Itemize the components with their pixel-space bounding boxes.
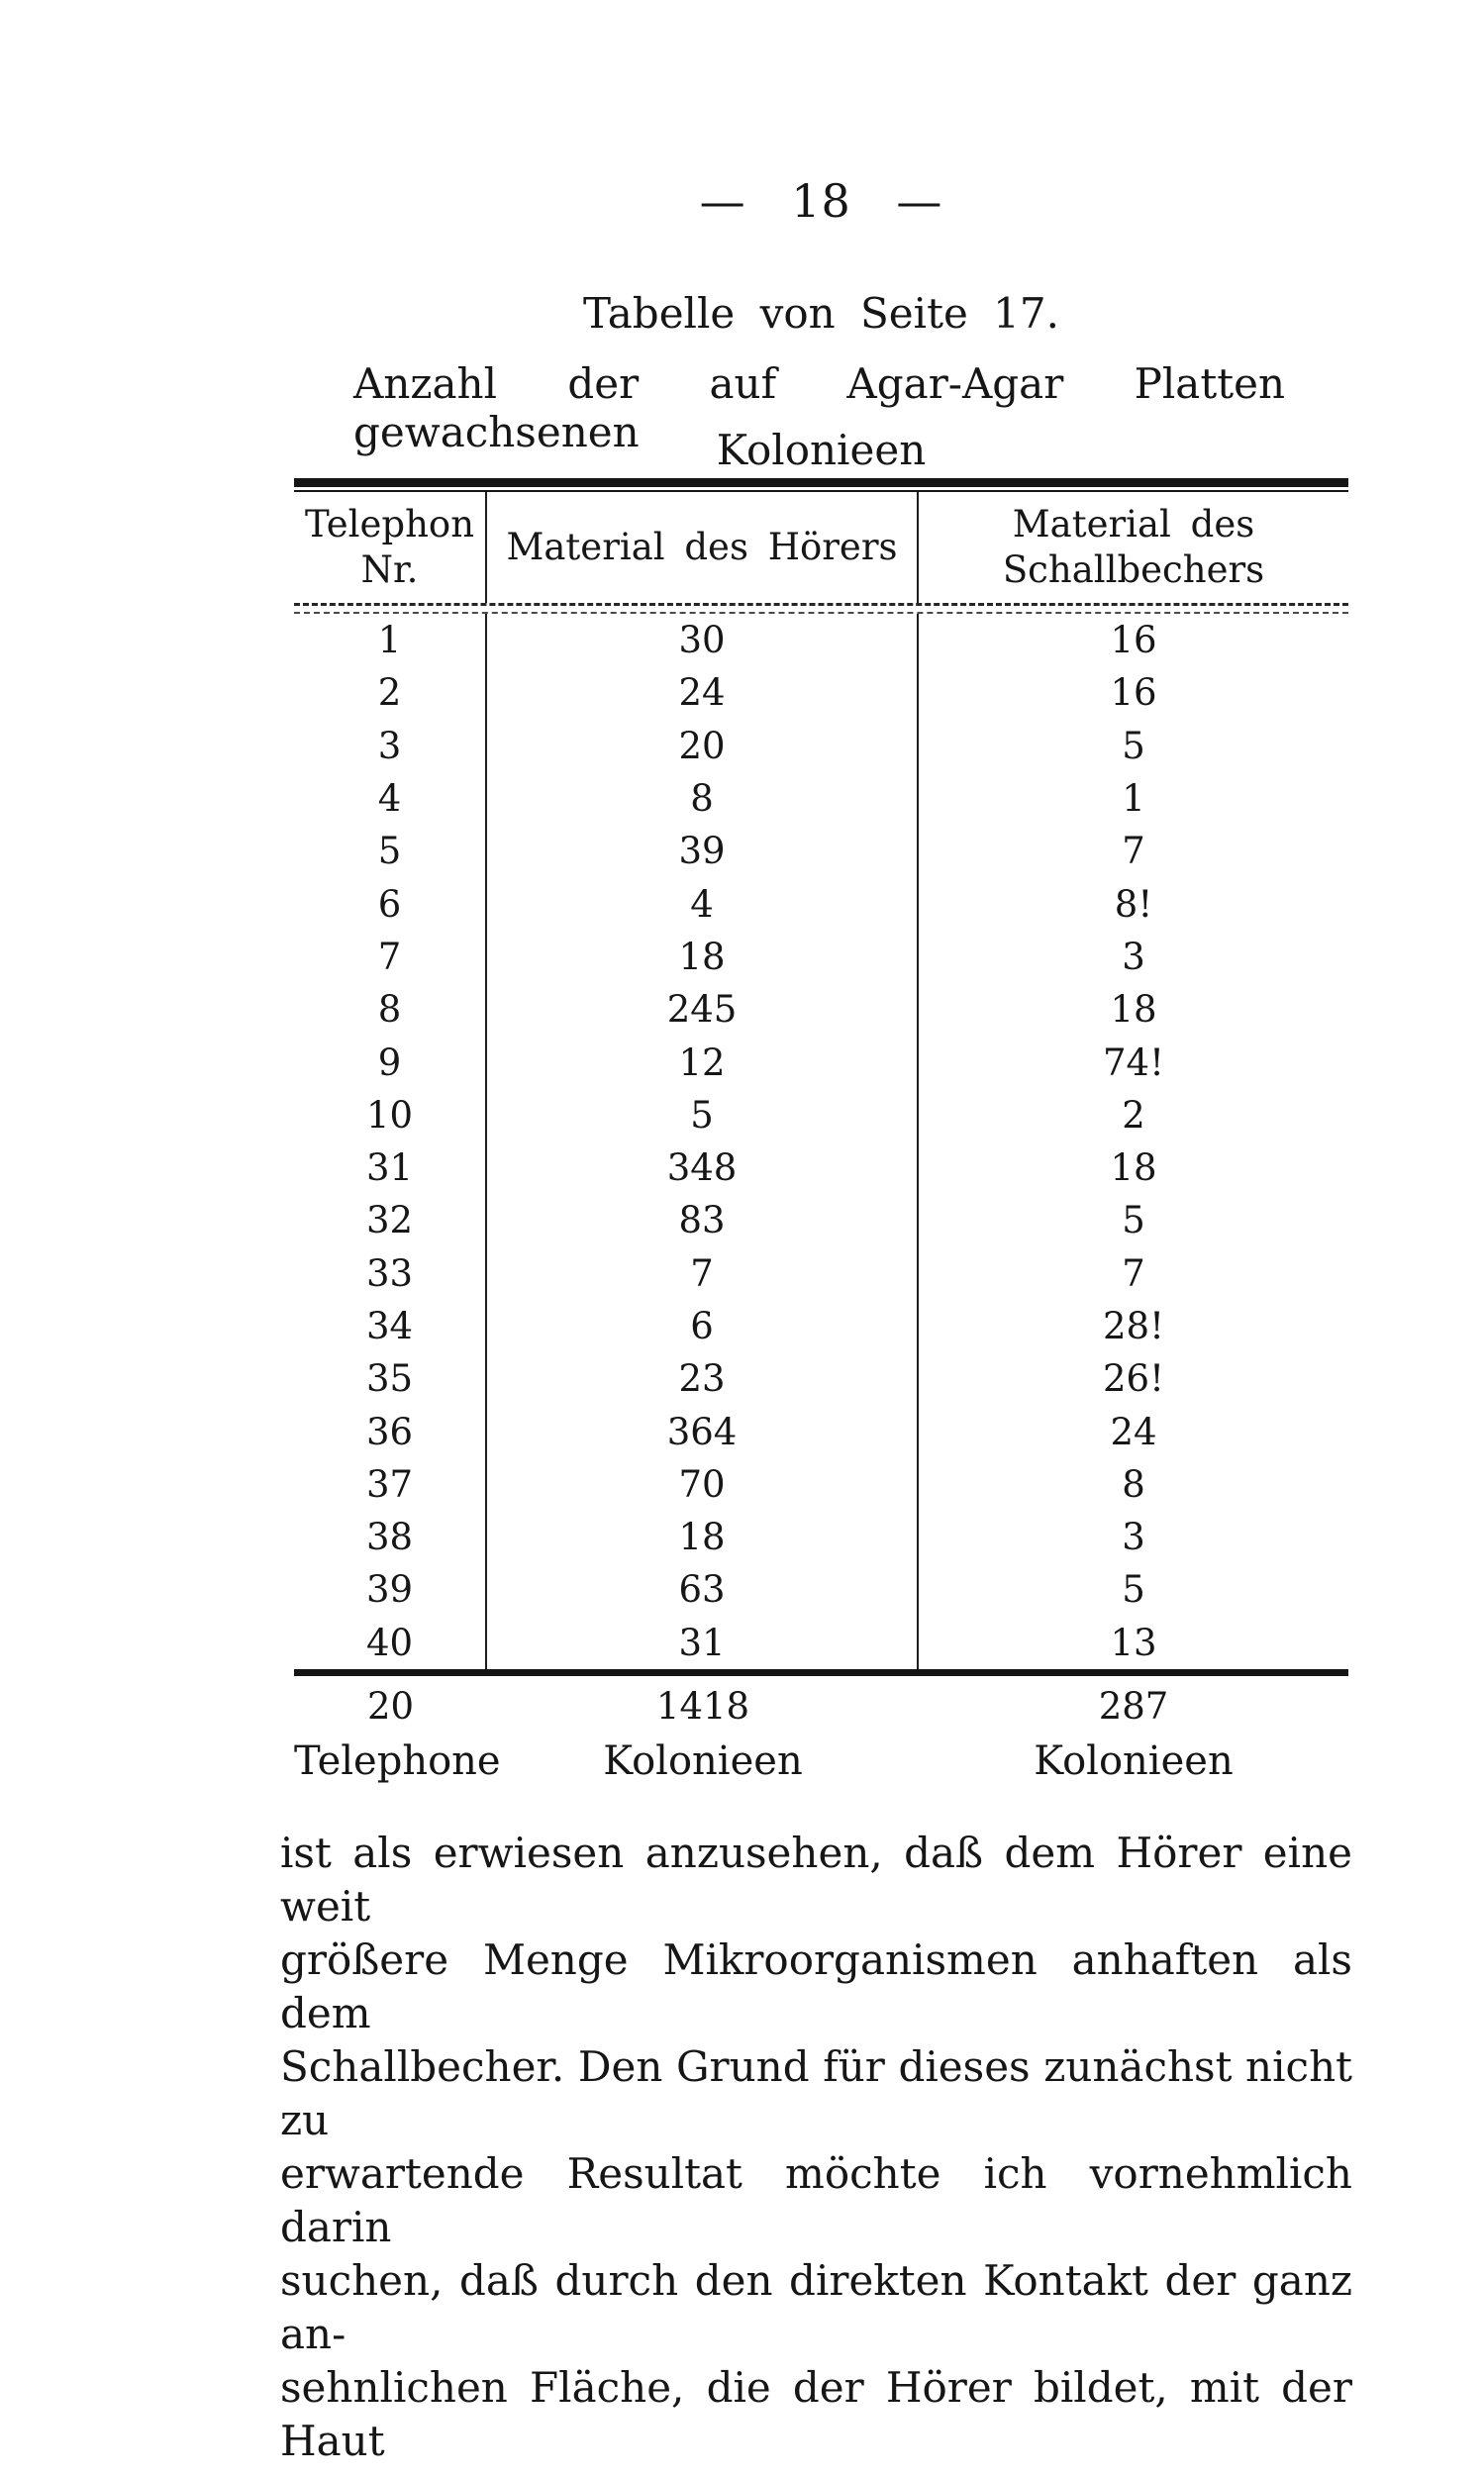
column-header-schallbecher-line1: Material des [1012,503,1255,545]
table-cell: 3 [1122,935,1145,978]
column-header-schallbecher-line2: Schallbechers [1002,548,1265,591]
table-row [294,1036,1348,1088]
table-cell: 7 [1122,830,1145,873]
table-cell: 9 [294,1036,487,1088]
table-cell: 38 [294,1511,487,1563]
table-cell: 39 [294,1563,487,1616]
table-row [294,1617,1348,1669]
table-row [294,772,1348,825]
colonies-table [294,478,1348,1786]
paragraph-line: größere Menge Mikroorganismen anhaften als dem [280,1935,1352,2037]
column-header-hoerer [487,492,919,603]
table-cell: 8 [1122,1462,1145,1506]
table-cell: 7 [487,1247,919,1300]
table-row [294,1563,1348,1616]
table-row [294,825,1348,877]
table-cell: 83 [487,1194,919,1246]
total-hoerer-colonies-label: Kolonieen [603,1737,803,1784]
table-title: Tabelle von Seite 17. [583,289,1059,338]
table-cell: 39 [487,825,919,877]
table-cell: 12 [487,1036,919,1088]
table-cell: 5 [1122,1568,1145,1612]
paragraph-line: erwartende Resultat möchte ich vornehmlich darin [280,2149,1352,2251]
table-cell: 32 [294,1194,487,1246]
column-header-telephon-line1: Telephon [304,503,475,545]
table-cell: 5 [487,1089,919,1141]
totals-values-row [294,1683,1348,1731]
table-header-row [294,492,1348,603]
table-cell: 6 [487,1300,919,1352]
table-row [294,614,1348,666]
table-cell: 348 [487,1141,919,1194]
table-row [294,1458,1348,1511]
table-cell: 13 [1110,1621,1157,1664]
table-top-rule-thick [294,478,1348,487]
table-body [294,614,1348,1669]
total-telephones-value: 20 [366,1685,415,1729]
table-cell: 3 [294,720,487,772]
table-row [294,1352,1348,1405]
table-cell: 18 [487,931,919,983]
table-cell: 18 [487,1511,919,1563]
table-cell: 364 [487,1405,919,1457]
totals-labels-row [294,1736,1348,1786]
table-cell: 6 [294,877,487,930]
table-cell: 26! [1103,1357,1164,1401]
table-cell: 7 [1122,1251,1145,1295]
table-cell: 8! [1114,882,1153,926]
table-cell: 4 [487,877,919,930]
table-row [294,1247,1348,1300]
table-row [294,666,1348,719]
table-cell: 31 [487,1617,919,1669]
column-header-schallbecher [919,492,1348,603]
table-cell: 1 [1122,777,1145,821]
table-bottom-rule [294,1669,1348,1676]
table-row [294,1405,1348,1457]
table-cell: 18 [1110,988,1157,1032]
table-row [294,877,1348,930]
table-cell: 40 [294,1617,487,1669]
table-cell: 24 [1110,1410,1157,1453]
table-cell: 23 [487,1352,919,1405]
table-cell: 5 [1122,1199,1145,1242]
table-cell: 34 [294,1300,487,1352]
body-paragraph [280,1827,1352,2468]
total-telephones-label: Telephone [294,1737,501,1784]
table-cell: 16 [1110,671,1157,715]
table-cell: 5 [1122,724,1145,767]
paragraph-line: sehnlichen Fläche, die der Hörer bildet, mit der Haut [280,2363,1352,2465]
column-header-telephon-line2: Nr. [360,548,419,591]
table-row [294,1194,1348,1246]
table-cell: 20 [487,720,919,772]
table-cell: 10 [294,1089,487,1141]
paragraph-line: ist als erwiesen anzusehen, daß dem Hörer eine weit [280,1829,1352,1931]
table-row [294,1300,1348,1352]
table-cell: 1 [294,614,487,666]
total-hoerer-colonies-value: 1418 [655,1685,750,1729]
table-cell: 5 [294,825,487,877]
table-cell: 4 [294,772,487,825]
table-cell: 70 [487,1458,919,1511]
total-schallbecher-colonies-value: 287 [1098,1685,1169,1729]
table-cell: 33 [294,1247,487,1300]
table-row [294,720,1348,772]
table-subtitle-line2: Kolonieen [716,426,927,474]
table-cell: 24 [487,666,919,719]
paragraph-line: suchen, daß durch den direkten Kontakt der ganz an- [280,2256,1352,2358]
table-cell: 18 [1110,1146,1157,1190]
table-cell: 2 [1122,1093,1145,1137]
table-row [294,1141,1348,1194]
table-cell: 7 [294,931,487,983]
table-cell: 16 [1110,619,1157,662]
table-cell: 8 [294,983,487,1036]
table-subtitle-line1: Anzahl der auf Agar-Agar Platten gewachsenen [353,359,1285,456]
total-schallbecher-colonies-label: Kolonieen [1034,1737,1234,1784]
table-row [294,931,1348,983]
table-cell: 30 [487,614,919,666]
table-cell: 63 [487,1563,919,1616]
table-cell: 28! [1103,1305,1164,1347]
table-cell: 36 [294,1405,487,1457]
table-cell: 37 [294,1458,487,1511]
paragraph-line: Schallbecher. Den Grund für dieses zunächst nicht zu [280,2042,1352,2144]
page-number: — 18 — [699,174,943,228]
table-cell: 35 [294,1352,487,1405]
table-cell: 8 [487,772,919,825]
table-cell: 3 [1122,1516,1145,1559]
table-row [294,1511,1348,1563]
table-row [294,983,1348,1036]
table-cell: 74! [1103,1041,1164,1084]
table-cell: 2 [294,666,487,719]
header-separator-dashed-rule [294,603,1348,614]
column-header-hoerer-label: Material des Hörers [506,526,898,568]
table-cell: 31 [294,1141,487,1194]
column-header-telephon-nr [294,492,487,603]
table-cell: 245 [487,983,919,1036]
table-row [294,1089,1348,1141]
